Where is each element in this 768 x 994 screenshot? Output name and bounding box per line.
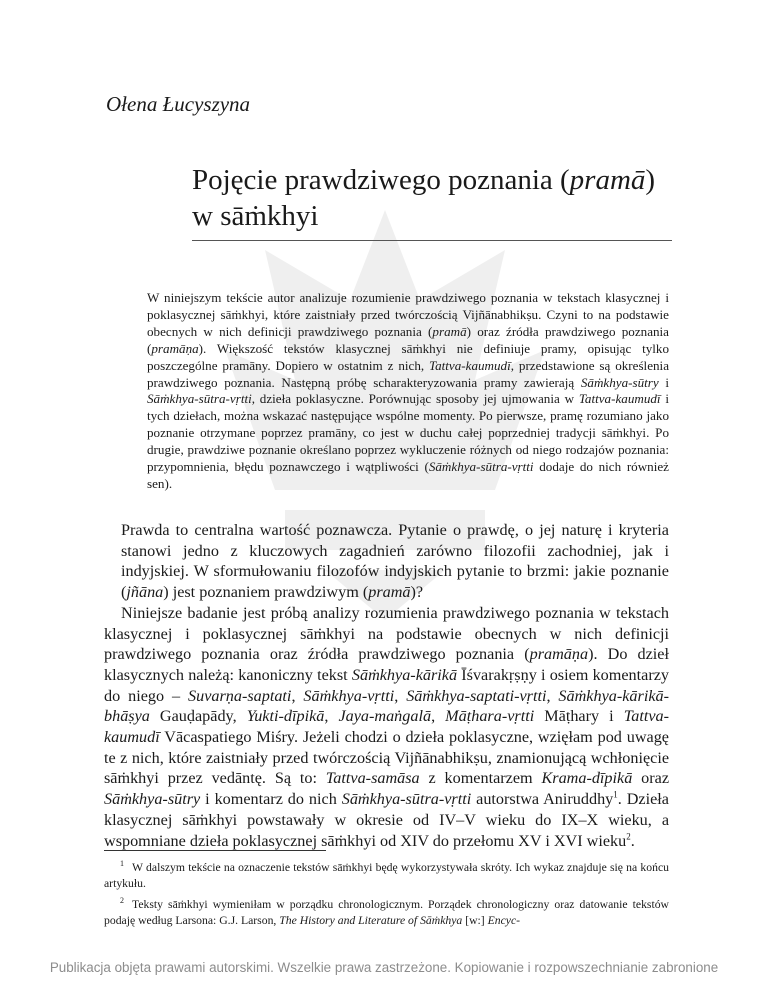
abstract: [147, 290, 669, 493]
text-run: i komentarz do nich: [200, 790, 342, 809]
copyright-notice: Publikacja objęta prawami autorskimi. Wszelkie prawa zastrzeżone. Kopiowanie i rozpowszechnianie zabronione: [49, 960, 719, 975]
italic-term: Sāṁkhya-sūtra-vṛtti: [341, 790, 472, 809]
text-run: Niniejsze badanie jest próbą analizy rozumienia prawdziwego poznania w tekstach klasycznej i poklasycznej sāṁkhyi na podstawie obecnych w nich definicji prawdziwego poznania oraz źródła prawdziwego poznania (: [104, 603, 669, 664]
italic-term: Sāṁkhya-sūtra-vṛtti: [428, 459, 534, 475]
footnotes: [104, 856, 669, 929]
text-run: Māṭhary i: [534, 707, 624, 726]
footnote-number: 1: [120, 859, 124, 868]
text-run: i: [658, 374, 669, 390]
italic-term: The History and Literature of Sāṁkhya: [279, 914, 463, 927]
italic-term: Sāṁkhya-sūtry: [580, 374, 659, 390]
italic-term: pramā: [432, 323, 467, 339]
text-run: Prawda to centralna wartość poznawcza. Pytanie o prawdę, o jej naturę i kryteria stanowi jedno z kluczowych zagadnień zarówno filozofii zachodniej, jak i indyjskiej. W sformułowaniu filozofów indyjskich pytanie to brzmi: jakie poznanie (: [121, 521, 669, 602]
italic-term: Yukti-dīpikā: [246, 707, 325, 726]
text-run: W niniejszym tekście autor analizuje rozumienie prawdziwego poznania w tekstach klasycznej i poklasycznej sāṁkhyi, które zaistniały przed twórczością Vijñānabhikṣu. Czyni to na podstawie obecnych w nich definicji prawdziwego poznania (: [147, 290, 669, 339]
italic-term: Tattva-kaumudī: [578, 391, 661, 407]
text-run: autorstwa Aniruddhy: [471, 790, 614, 809]
text-run: Teksty sāṁkhyi wymieniłam w porządku chronologicznym. Porządek chronologiczny oraz datowanie tekstów podaję według Larsona: G.J. Larson,: [104, 897, 669, 927]
text-run: ,: [324, 707, 339, 726]
text-run: W dalszym tekście na oznaczenie tekstów sāṁkhyi będę wykorzystywała skróty. Ich wykaz znajduje się na końcu artykułu.: [104, 860, 669, 891]
text-run: .: [630, 831, 635, 850]
italic-term: Māṭhara-vṛtti: [445, 707, 535, 726]
text-run: Gauḍapādy,: [149, 707, 247, 726]
italic-term: Tattva-kaumudī: [429, 357, 511, 373]
footnote-ref: 2: [626, 831, 631, 842]
footnote-ref: 1: [613, 789, 618, 800]
italic-term: Encyc-: [487, 914, 521, 927]
paragraph-2: [104, 603, 669, 851]
paragraph-1: [104, 520, 669, 603]
italic-term: Suvarṇa-saptati: [188, 686, 292, 705]
text-run: ,: [394, 686, 407, 705]
text-run: Vācaspatiego Miśry. Jeżeli chodzi o dzieła poklasyczne, wzięłam pod uwagę te z nich, które zaistniały przed twórczością Vijñānabhikṣu, znamionującą wchłonięcie sāṁkhyi przez vedāntę. Są to:: [104, 728, 669, 788]
text-run: ). Większość tekstów klasycznej sāṁkhyi nie definiuje pramy, opisując tylko poszczególne pramāny. Dopiero w ostatnim z nich,: [147, 340, 669, 373]
text-run: i tych dziełach, można wskazać następujące wspólne momenty. Po pierwsze, pramę rozumiano jako poznanie otrzymane poprzez pramāny, co jest w duchu całej poprzedniej tradycji sāṁkhyi. Po drugie, prawdziwe poznanie określano poprzez wykluczenie różnych od niego rodzajów poznania: przypomnienia, błędu poznawczego i wątpliwości (: [147, 391, 669, 475]
title-line1-suffix: ): [645, 164, 656, 196]
text-run: )?: [410, 583, 424, 602]
text-run: ). Do dzieł klasycznych należą: kanoniczny tekst: [104, 645, 669, 684]
text-run: z komentarzem: [419, 769, 542, 788]
text-run: , przedstawione są określenia prawdziwego poznania. Następną próbę scharakteryzowania pramy zawierają: [147, 357, 670, 390]
italic-term: Sāṁkhya-kārikā: [351, 665, 458, 684]
italic-term: jñāna: [126, 583, 164, 602]
footnote-1: [104, 856, 669, 893]
footnote-divider: [104, 850, 326, 851]
text-run: oraz: [632, 769, 669, 788]
italic-term: Tattva-samāsa: [325, 769, 420, 788]
text-run: [w:]: [462, 914, 488, 927]
title-line2: w sāṁkhyi: [192, 200, 319, 232]
text-run: ) oraz źródła prawdziwego poznania (: [147, 323, 669, 356]
footnote-2: [104, 893, 669, 930]
text-run: . Dzieła klasycznej sāṁkhyi powstawały w okresie od IV–V wieku do IX–X wieku, a wspomniane dzieła poklasycznej sāṁkhyi od XIV do przełomu XV i XVI wieku: [104, 790, 669, 850]
title-divider: [192, 240, 672, 241]
italic-term: Sāṁkhya-sūtry: [104, 790, 201, 809]
text-run: dodaje do nich również sen).: [147, 459, 669, 491]
text-run: ) jest poznaniem prawdziwym (: [163, 583, 369, 602]
italic-term: Tattva-kaumudī: [104, 707, 670, 747]
italic-term: Sāṁkhya-sūtra-vṛtti: [147, 391, 252, 407]
text-run: Īśvarakṛṣṇy i osiem komentarzy do niego –: [104, 665, 669, 705]
italic-term: Sāṁkhya-kārikā-bhāṣya: [104, 686, 669, 726]
footnote-text: [104, 861, 669, 890]
italic-term: Jaya-maṅgalā: [338, 707, 432, 726]
italic-term: Sāṁkhya-vṛtti: [303, 686, 395, 705]
text-run: , dzieła poklasyczne. Porównując sposoby jej ujmowania w: [251, 391, 579, 407]
main-text: [104, 520, 669, 851]
title-term: pramā: [569, 164, 646, 196]
text-run: ,: [431, 707, 446, 726]
italic-term: Krama-dīpikā: [541, 769, 633, 788]
author-name: Ołena Łucyszyna: [106, 92, 251, 116]
footnote-text: [104, 895, 669, 927]
title-line1-prefix: Pojęcie prawdziwego poznania (: [192, 164, 570, 196]
article-title: [192, 162, 672, 234]
italic-term: pramā: [368, 583, 411, 602]
italic-term: pramāṇa: [529, 645, 589, 664]
text-run: ,: [546, 686, 559, 705]
footnote-number: 2: [120, 895, 124, 905]
italic-term: Sāṁkhya-saptati-vṛtti: [406, 686, 547, 705]
italic-term: pramāṇa: [151, 340, 199, 356]
text-run: ,: [291, 686, 304, 705]
